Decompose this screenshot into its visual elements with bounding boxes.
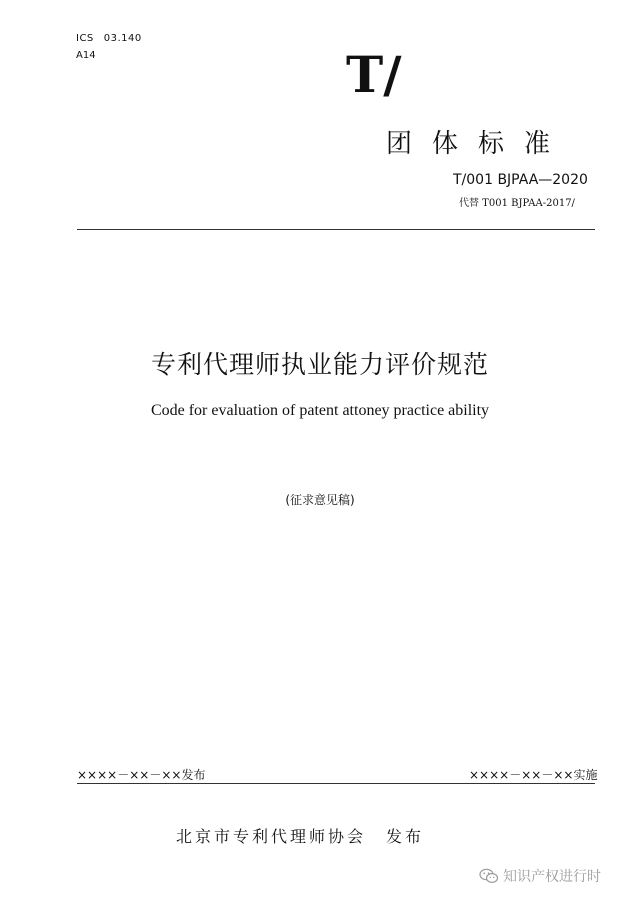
publish-action: 发布 xyxy=(386,827,425,846)
standard-number: T/001 BJPAA—2020 xyxy=(453,172,588,188)
standard-type: 团体标准 xyxy=(386,129,571,159)
document-title-en: Code for evaluation of patent attoney practice ability xyxy=(150,402,490,419)
wechat-icon xyxy=(479,868,499,884)
watermark xyxy=(479,866,601,886)
issue-date: ××××－××－××发布 xyxy=(77,768,206,782)
publisher-name: 北京市专利代理师协会 xyxy=(176,827,367,846)
bottom-divider xyxy=(77,783,595,784)
top-divider xyxy=(77,229,595,230)
replaces-note: 代替 T001 BJPAA-2017/ xyxy=(459,198,575,209)
document-title-zh: 专利代理师执业能力评价规范 xyxy=(150,350,489,379)
draft-note: (征求意见稿) xyxy=(285,493,355,507)
implement-date: ××××－××－××实施 xyxy=(469,768,598,782)
class-code: A14 xyxy=(76,50,96,61)
ics-code: 03.140 xyxy=(103,33,142,44)
watermark-text: 知识产权进行时 xyxy=(503,869,601,885)
standard-mark: T/ xyxy=(346,45,402,104)
ics-label: ICS xyxy=(76,33,94,44)
publisher-line xyxy=(176,824,424,847)
ics-line xyxy=(76,33,142,44)
